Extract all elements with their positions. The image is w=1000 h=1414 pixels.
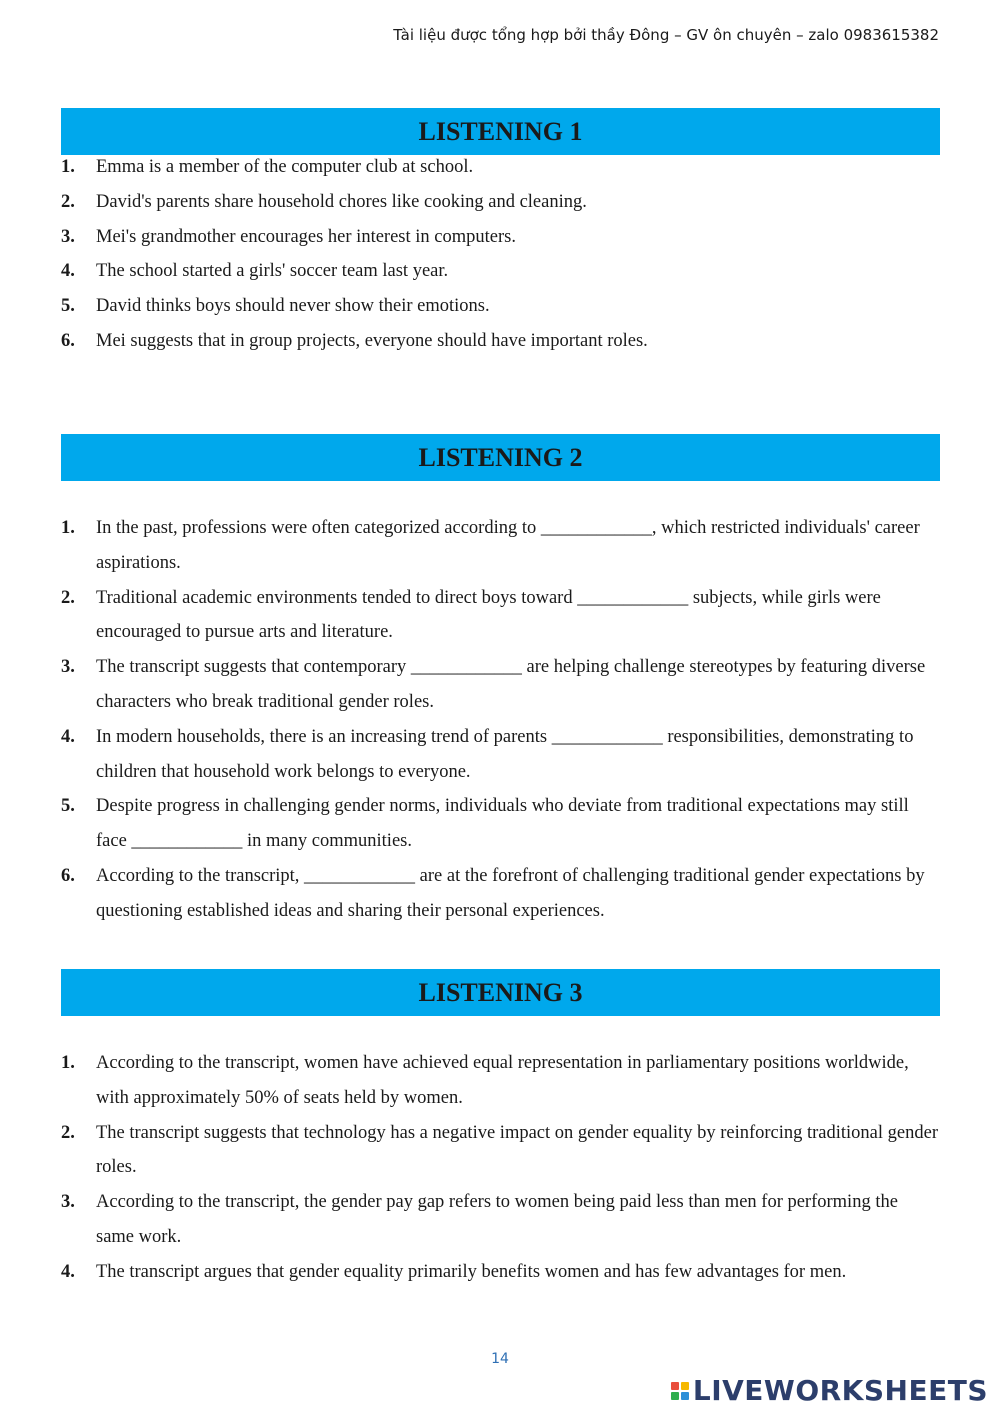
statement-list-listening-1 — [61, 150, 940, 359]
list-item — [61, 789, 940, 859]
item-number: 4. — [61, 726, 75, 747]
list-item — [61, 254, 940, 289]
list-item — [61, 511, 940, 581]
list-item — [61, 720, 940, 790]
item-number: 3. — [61, 657, 75, 678]
item-number: 2. — [61, 191, 75, 212]
item-number: 4. — [61, 261, 75, 282]
item-text: Despite progress in challenging gender norms, individuals who deviate from traditional expectations may still face ____________ in many communities. — [96, 796, 909, 852]
item-text: The school started a girls' soccer team last year. — [96, 261, 449, 282]
item-text: In the past, professions were often categorized according to ____________, which restricted individuals' career aspirations. — [96, 518, 920, 573]
item-number: 5. — [61, 296, 75, 317]
item-text: According to the transcript, women have achieved equal representation in parliamentary positions worldwide, with approximately 50% of seats held by women. — [96, 1053, 909, 1108]
section-title: LISTENING 2 — [418, 442, 583, 472]
header-note: Tài liệu được tổng hợp bởi thầy Đông – GV ôn chuyên – zalo 0983615382 — [393, 26, 939, 44]
item-text: According to the transcript, ____________ are at the forefront of challenging traditional gender expectations by questioning established ideas and sharing their personal experiences. — [96, 865, 925, 921]
liveworksheets-logo — [671, 1374, 988, 1407]
section-title-bar-listening-3 — [61, 969, 940, 1016]
item-text: In modern households, there is an increasing trend of parents ____________ responsibilities, demonstrating to children that household work belongs to everyone. — [96, 726, 914, 782]
item-text: The transcript argues that gender equality primarily benefits women and has few advantages for men. — [96, 1261, 847, 1282]
item-number: 1. — [61, 157, 75, 177]
item-text: According to the transcript, the gender pay gap refers to women being paid less than men for performing the same work. — [96, 1192, 898, 1247]
gap-fill-list-listening-2 — [61, 511, 940, 929]
item-number: 5. — [61, 796, 75, 817]
item-text: The transcript suggests that technology has a negative impact on gender equality by reinforcing traditional gender roles. — [96, 1122, 938, 1178]
item-number: 4. — [61, 1261, 75, 1282]
logo-square-green — [671, 1392, 679, 1400]
list-item — [61, 150, 940, 185]
item-number: 6. — [61, 865, 75, 886]
list-item — [61, 289, 940, 324]
item-number: 1. — [61, 1053, 75, 1073]
item-text: Mei's grandmother encourages her interest in computers. — [96, 226, 516, 247]
list-item — [61, 1046, 940, 1116]
list-item — [61, 1185, 940, 1255]
logo-square-blue — [681, 1392, 689, 1400]
list-item — [61, 324, 940, 359]
list-item — [61, 1116, 940, 1186]
item-text: Emma is a member of the computer club at school. — [96, 157, 474, 177]
item-number: 3. — [61, 226, 75, 247]
item-text: Traditional academic environments tended to direct boys toward ____________ subjects, while girls were encouraged to pursue arts and literature. — [96, 587, 881, 643]
item-number: 2. — [61, 1122, 75, 1143]
item-number: 2. — [61, 587, 75, 608]
section-title: LISTENING 1 — [418, 116, 583, 146]
item-number: 1. — [61, 518, 75, 538]
logo-square-red — [671, 1382, 679, 1390]
item-text: David's parents share household chores like cooking and cleaning. — [96, 191, 587, 212]
section-title: LISTENING 3 — [418, 977, 583, 1007]
item-number: 3. — [61, 1192, 75, 1213]
list-item — [61, 220, 940, 255]
section-title-bar-listening-2 — [61, 434, 940, 481]
item-text: David thinks boys should never show their emotions. — [96, 296, 490, 317]
logo-square-yellow — [681, 1382, 689, 1390]
list-item — [61, 859, 940, 929]
item-text: Mei suggests that in group projects, everyone should have important roles. — [96, 330, 648, 351]
list-item — [61, 185, 940, 220]
list-item — [61, 1255, 940, 1290]
liveworksheets-logo-icon — [671, 1382, 689, 1400]
page-number: 14 — [491, 1351, 509, 1367]
list-item — [61, 581, 940, 651]
item-text: The transcript suggests that contemporary ____________ are helping challenge stereotypes by featuring diverse characters who break traditional gender roles. — [96, 657, 926, 712]
liveworksheets-brand-text: LIVEWORKSHEETS — [692, 1374, 988, 1407]
statement-list-listening-3 — [61, 1046, 940, 1290]
item-number: 6. — [61, 330, 75, 351]
section-title-bar-listening-1 — [61, 108, 940, 155]
list-item — [61, 650, 940, 720]
